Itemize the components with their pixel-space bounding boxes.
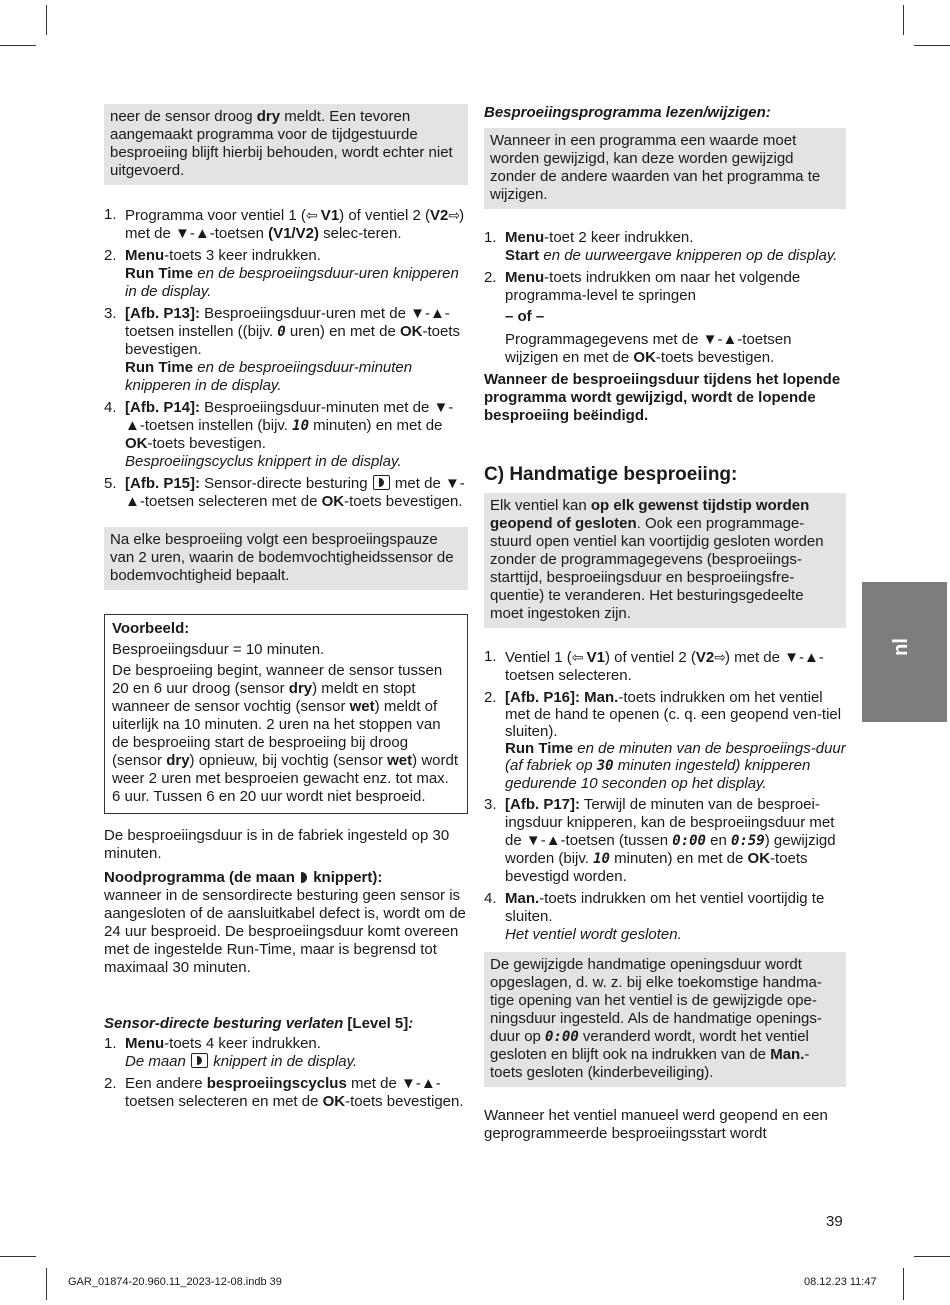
factory-setting-text: De besproeiingsduur is in de fabriek ingesteld op 30 minuten.: [104, 827, 450, 862]
step-number: 1.: [484, 648, 497, 665]
text-bold: knippert):: [309, 869, 383, 886]
list-item: [104, 1035, 468, 1071]
step-number: 2.: [104, 1075, 117, 1092]
text: minuten) en met de: [609, 850, 748, 867]
text: -toets 3 keer indrukken.: [164, 247, 321, 264]
crop-mark: [46, 5, 47, 35]
text-bold: OK: [321, 493, 345, 510]
leave-steps-list: [104, 1035, 468, 1111]
right-column: [484, 104, 846, 1143]
arrow-left-icon: ⇦: [571, 649, 583, 665]
list-item: [104, 475, 468, 511]
text: -toets gesloten (kinderbeveiliging).: [490, 1046, 810, 1081]
page-number: 39: [826, 1213, 843, 1230]
text: Ventiel 1 (: [505, 649, 572, 666]
arrow-right-icon: ⇨: [448, 207, 460, 223]
step-number: 4.: [104, 399, 117, 416]
text: ) of ventiel 2 (: [339, 207, 431, 224]
step-number: 3.: [104, 305, 117, 322]
list-item: [104, 399, 468, 471]
text-bold: Run Time: [125, 359, 194, 376]
crop-mark: [0, 1256, 36, 1257]
arrow-left-icon: ⇦: [305, 207, 317, 223]
text: Programmagegevens met de ▼-▲-toetsen wijzigen en met de: [505, 331, 792, 366]
list-item: [104, 206, 468, 243]
list-item: [484, 796, 846, 886]
list-item: [484, 269, 846, 367]
example-box: [104, 614, 468, 814]
text: -toets bevestigen.: [655, 349, 775, 366]
text-bold: V2: [695, 649, 715, 666]
text-bold: Man.: [770, 1046, 805, 1063]
text: en: [705, 832, 732, 849]
text-bold: Noodprogramma (de maan: [104, 869, 300, 886]
text-bold: OK: [399, 323, 423, 340]
text: met de ▼-▲-toetsen selecteren en met de: [125, 1075, 441, 1110]
text: ) met de ▼-▲-toetsen selecteren.: [505, 649, 824, 684]
text-italic: en de minuten van de besproeiings-duur (af fabriek op: [505, 740, 846, 774]
arrow-right-icon: ⇨: [714, 649, 725, 665]
text: -toets bevestigen.: [345, 1093, 464, 1110]
list-item: [104, 247, 468, 301]
text: De gewijzigde handmatige openingsduur wordt opgeslagen, d. w. z. bij elke toekomstige handma-tige opening van het ventiel is de gewijzigde ope-ningsduur ingesteld. Als de handmatige openings-duur op: [490, 956, 822, 1045]
crop-mark: [0, 45, 36, 46]
text-italic: en de besproeiingsduur-uren knipperen in de display.: [125, 265, 459, 300]
read-change-heading: Besproeiingsprogramma lezen/wijzigen:: [484, 104, 771, 121]
text-bold: V2: [430, 207, 449, 224]
display-digits: 30: [596, 758, 614, 774]
text: -toet 2 keer indrukken.: [544, 229, 694, 246]
left-column: [104, 104, 468, 1115]
manual-steps-list: [484, 648, 846, 944]
moon-icon: [373, 475, 390, 490]
step-number: 2.: [484, 689, 497, 706]
text-bold: V1: [582, 649, 605, 666]
info-box-pause: Na elke besproeiing volgt een besproeiingspauze van 2 uren, waarin de bodemvochtigheidssensor de bodemvochtigheid bepaalt.: [104, 527, 468, 590]
text: minuten) en met de: [309, 417, 443, 434]
text: ) opnieuw, bij vochtig (sensor: [189, 752, 388, 769]
display-digits: 0:00: [545, 1029, 579, 1045]
text-bold: Run Time: [505, 740, 574, 757]
text-bold: wet: [387, 752, 413, 769]
text: ) meldt en stopt wanneer de sensor vochtig (sensor: [112, 680, 416, 715]
text: ) wordt weer 2 uren met besproeien gewacht enz. tot max. 6 uur. Tussen 6 en 20 uur wordt niet besproeid.: [112, 752, 458, 805]
text-bold: Menu: [125, 247, 165, 264]
step-number: 2.: [104, 247, 117, 264]
text: -toets bevestigen.: [344, 493, 463, 510]
text-italic: Besproeiingscyclus knippert in de display.: [125, 453, 402, 470]
step-number: 3.: [484, 796, 497, 813]
text: veranderd wordt, wordt het ventiel gesloten en blijft ook na indrukken van de: [490, 1028, 809, 1063]
text-bold: Menu: [505, 269, 545, 286]
read-steps-list: [484, 229, 846, 367]
list-item: [104, 305, 468, 395]
text-bold: OK: [125, 435, 148, 452]
text-bold: V1: [316, 207, 340, 224]
text: Besproeiingsduur-minuten met de ▼-▲-toetsen instellen (bijv.: [125, 399, 454, 434]
example-title: Voorbeeld:: [112, 620, 190, 637]
list-item: [104, 1075, 468, 1111]
list-item: [484, 229, 846, 265]
text-bold: [Afb. P15]:: [125, 475, 200, 492]
step-number: 1.: [484, 229, 497, 246]
text-bold: dry: [166, 752, 190, 769]
text-bold: wet: [349, 698, 375, 715]
step-number: 1.: [104, 1035, 117, 1052]
list-item: [484, 648, 846, 685]
warning-text: Wanneer de besproeiingsduur tijdens het lopende programma wordt gewijzigd, wordt de lopende besproeiing beëindigd.: [484, 371, 841, 424]
text: selec-teren.: [318, 225, 402, 242]
text-bold: Man.: [505, 890, 540, 907]
info-box-manual: [484, 493, 846, 628]
step-number: 2.: [484, 269, 497, 286]
text: Programma voor ventiel 1 (: [125, 207, 306, 224]
text-bold: Menu: [125, 1035, 165, 1052]
text: Een andere: [125, 1075, 207, 1092]
text-bold: Start: [505, 247, 540, 264]
example-paragraph: [112, 662, 460, 806]
text: ) meldt of uiterlijk na 10 minuten. 2 uren na het stoppen van de besproeiing start de besproeiing bij droog (sensor: [112, 698, 441, 769]
text-bold: Menu: [505, 229, 545, 246]
program-steps-list: [104, 206, 468, 511]
text: wanneer in de sensordirecte besturing geen sensor is aangesloten of de aansluitkabel defect is, wordt om de 24 uur besproeid. De besproeiingsduur komt overeen met de ingestelde Run-Time, maar is begrensd tot maximaal 30 minuten.: [104, 887, 466, 976]
text-bold: [Level 5]: [343, 1015, 409, 1032]
text-bold: [Afb. P16]: Man.: [505, 689, 619, 706]
text-bold: op elk gewenst tijdstip worden geopend of gesloten: [490, 497, 810, 532]
display-digits: 0: [277, 324, 286, 340]
text: ) gewijzigd worden (bijv.: [505, 832, 836, 867]
or-separator: – of –: [505, 308, 545, 325]
text: ) met de ▼-▲-toetsen: [125, 207, 465, 242]
text: Elk ventiel kan: [490, 497, 591, 514]
text: -toets bevestigen.: [125, 323, 460, 358]
text: Sensor-directe besturing: [200, 475, 372, 492]
text: De besproeiing begint, wanneer de sensor tussen 20 en 6 uur droog (sensor: [112, 662, 443, 697]
text: met de ▼-▲-toetsen selecteren met de: [125, 475, 465, 510]
text-italic: Het ventiel wordt gesloten.: [505, 926, 682, 943]
list-item: [484, 689, 846, 792]
text-italic: en de besproeiingsduur-minuten knipperen in de display.: [125, 359, 413, 394]
list-item: [484, 890, 846, 944]
example-line: Besproeiingsduur = 10 minuten.: [112, 641, 325, 658]
crop-mark: [914, 45, 950, 46]
text: -toets bevestigen.: [147, 435, 266, 452]
crop-mark: [46, 1268, 47, 1300]
text-bold: OK: [322, 1093, 346, 1110]
display-digits: 0:59: [731, 833, 765, 849]
bottom-text: Wanneer het ventiel manueel werd geopend en een geprogrammeerde besproeiingsstart wordt: [484, 1107, 828, 1142]
language-tab: [862, 582, 947, 722]
text: -toets bevestigd worden.: [505, 850, 808, 885]
text: -toets indrukken om het ventiel met de hand te openen (c. q. een geopend ven-tiel sluiten).: [505, 689, 842, 740]
info-box-dry: [104, 104, 468, 185]
text: Terwijl de minuten van de besproei-ingsduur knipperen, kan de besproeiingsduur met de ▼-▲-toetsen (tussen: [505, 796, 835, 849]
footer-date-time: 08.12.23 11:47: [804, 1276, 877, 1288]
crop-mark: [914, 1256, 950, 1257]
text: -toets 4 keer indrukken.: [164, 1035, 321, 1052]
text: meldt. Een tevoren aangemaakt programma voor de tijdgestuurde besproeiing blijft hierbij behouden, wordt echter niet uitgevoerd.: [110, 108, 453, 179]
text-italic: minuten ingesteld) knipperen gedurende 10 seconden op het display.: [505, 757, 811, 792]
text: ) of ventiel 2 (: [604, 649, 696, 666]
language-tab-label: nl: [889, 638, 912, 656]
info-box-changed-duration: [484, 952, 846, 1087]
text-bold-italic: :: [408, 1015, 414, 1032]
step-number: 5.: [104, 475, 117, 492]
text-italic: De maan: [125, 1053, 191, 1070]
text-italic: en de uurweergave knipperen op de display.: [539, 247, 838, 264]
text-italic: knippert in de display.: [209, 1053, 358, 1070]
text-bold-italic: Sensor-directe besturing verlaten: [104, 1015, 344, 1032]
text-bold: [Afb. P13]:: [125, 305, 200, 322]
moon-icon: [301, 872, 307, 883]
text: Besproeiingsduur-uren met de ▼-▲-toetsen instellen ((bijv.: [125, 305, 450, 340]
step-number: 4.: [484, 890, 497, 907]
text: -toets indrukken om het ventiel voortijdig te sluiten.: [505, 890, 825, 925]
text-bold: [Afb. P17]:: [505, 796, 580, 813]
text: . Ook een programmage-stuurd open ventiel kan voortijdig gesloten worden zonder de programmagegevens (besproeiings-starttijd, besproeiingsduur en besproeiingsfre-quentie) te veranderen. Het besturingsgedeelte moet ingestoken zijn.: [490, 515, 824, 622]
moon-icon: [191, 1053, 208, 1068]
text-bold: dry: [288, 680, 313, 697]
emergency-paragraph: [104, 869, 468, 977]
leave-heading: [104, 1015, 468, 1033]
text-bold: dry: [256, 108, 281, 125]
display-digits: 10: [292, 418, 309, 434]
text: uren) en met de: [285, 323, 400, 340]
text: -toets indrukken om naar het volgende programma-level te springen: [505, 269, 801, 304]
text: neer de sensor droog: [110, 108, 257, 125]
text-bold: Run Time: [125, 265, 194, 282]
step-number: 1.: [104, 206, 117, 223]
display-digits: 0:00: [672, 833, 706, 849]
display-digits: 10: [593, 851, 610, 867]
text-bold: (V1/V2): [268, 225, 319, 242]
manual-heading: C) Handmatige besproeiing:: [484, 464, 738, 485]
crop-mark: [903, 1268, 904, 1300]
info-box-read: Wanneer in een programma een waarde moet worden gewijzigd, kan deze worden gewijzigd zonder de andere waarden van het programma te wijzigen.: [484, 128, 846, 209]
text-bold: OK: [747, 850, 771, 867]
text-bold: besproeiingscyclus: [206, 1075, 347, 1092]
text-bold: OK: [633, 349, 656, 366]
crop-mark: [903, 5, 904, 35]
footer-file-info: GAR_01874-20.960.11_2023-12-08.indb 39: [68, 1276, 282, 1288]
text-bold: [Afb. P14]:: [125, 399, 200, 416]
